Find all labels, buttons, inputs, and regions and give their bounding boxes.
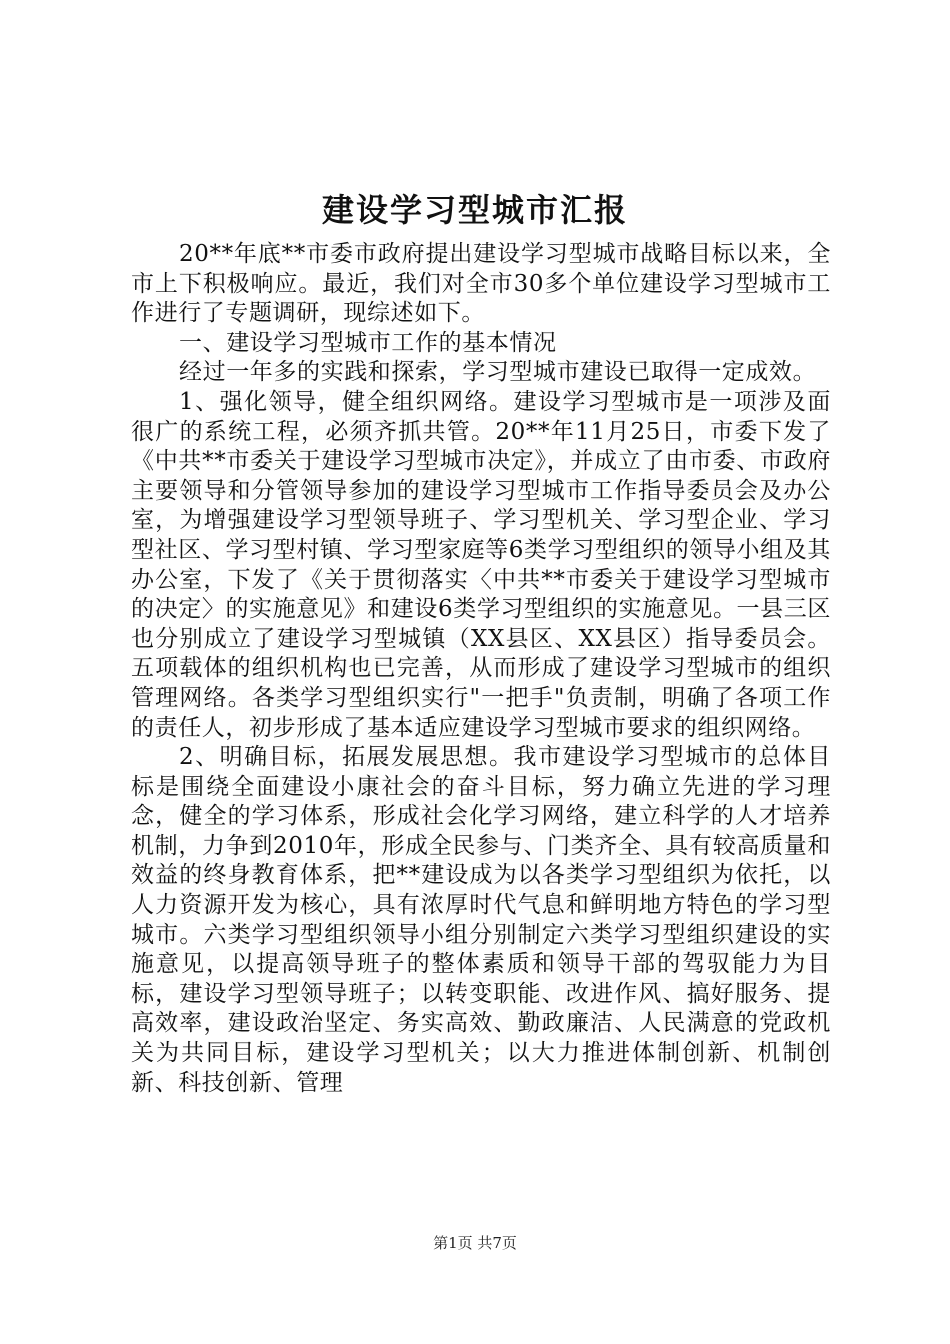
paragraph-summary: 经过一年多的实践和探索，学习型城市建设已取得一定成效。	[179, 359, 817, 386]
paragraph-item-2: 2、明确目标，拓展发展思想。我市建设学习型城市的总体目标是围绕全面建设小康社会的奋斗目标，努力确立先进的学习理念，健全的学习体系，形成社会化学习网络，建立科学的人才培养机制，力争到2010年，形成全民参与、门类齐全、具有较高质量和效益的终身教育体系，把**建设成为以各类学习型组织为依托，以人力资源开发为核心，具有浓厚时代气息和鲜明地方特色的学习型城市。六类学习型组织领导小组分别制定六类学习型组织建设的实施意见，以提高领导班子的整体素质和领导干部的驾驭能力为目标，建设学习型领导班子；以转变职能、改进作风、搞好服务、提高效率，建设政治坚定、务实高效、勤政廉洁、人民满意的党政机关为共同目标，建设学习型机关；以大力推进体制创新、机制创新、科技创新、管理	[131, 744, 831, 1096]
section-heading-1: 一、建设学习型城市工作的基本情况	[179, 329, 557, 356]
paragraph-intro: 20**年底**市委市政府提出建设学习型城市战略目标以来，全市上下积极响应。最近，我们对全市30多个单位建设学习型城市工作进行了专题调研，现综述如下。	[131, 241, 831, 327]
page-number-footer: 第1页 共7页	[433, 1234, 517, 1252]
document-body	[131, 240, 831, 1098]
document-title: 建设学习型城市汇报	[321, 191, 628, 229]
paragraph-item-1: 1、强化领导，健全组织网络。建设学习型城市是一项涉及面很广的系统工程，必须齐抓共管。20**年11月25日，市委下发了《中共**市委关于建设学习型城市决定》，并成立了由市委、市政府主要领导和分管领导参加的建设学习型城市工作指导委员会及办公室，为增强建设学习型领导班子、学习型机关、学习型企业、学习型社区、学习型村镇、学习型家庭等6类学习型组织的领导小组及其办公室，下发了《关于贯彻落实〈中共**市委关于建设学习型城市的决定〉的实施意见》和建设6类学习型组织的实施意见。一县三区也分别成立了建设学习型城镇（XX县区、XX县区）指导委员会。五项载体的组织机构也已完善，从而形成了建设学习型城市的组织管理网络。各类学习型组织实行"一把手"负责制，明确了各项工作的责任人，初步形成了基本适应建设学习型城市要求的组织网络。	[131, 388, 831, 741]
